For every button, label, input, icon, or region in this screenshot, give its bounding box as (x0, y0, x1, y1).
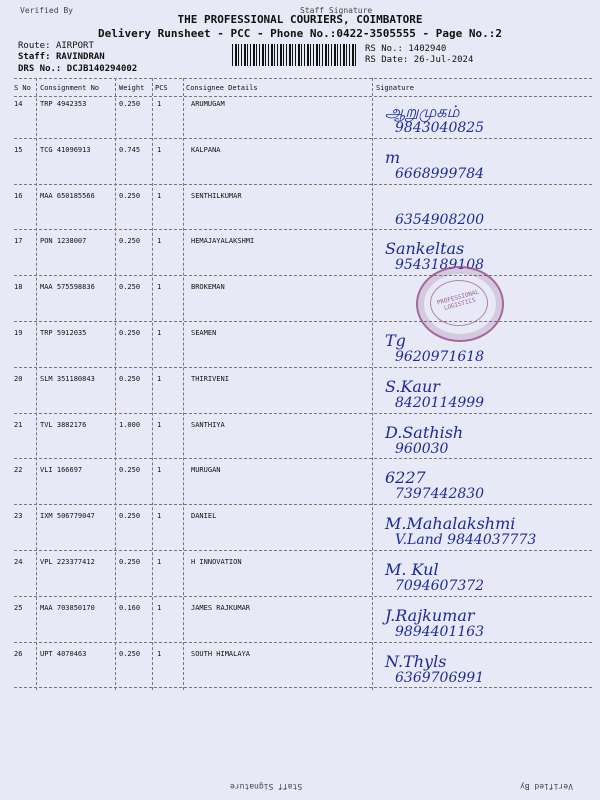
row-consignment-no: TRP 4942353 (40, 100, 87, 108)
table-top-rule (14, 78, 592, 79)
row-signature: D.Sathish (385, 422, 464, 442)
row-weight: 0.160 (119, 603, 141, 612)
row-divider (14, 687, 592, 688)
row-consignment-no: SLM 351180843 (40, 374, 95, 383)
col-header-consignee: Consignee Details (186, 84, 258, 92)
row-divider (14, 275, 592, 276)
row-sno: 17 (14, 237, 23, 246)
row-divider (14, 550, 592, 551)
row-sno: 14 (14, 100, 23, 108)
row-consignment-no: VPL 223377412 (40, 558, 95, 566)
row-weight: 0.250 (119, 283, 141, 292)
row-sno: 21 (14, 420, 23, 429)
barcode (232, 44, 357, 66)
row-signature: m (385, 147, 401, 167)
row-phone: 9620971618 (395, 349, 485, 365)
row-signature: Sankeltas (385, 239, 465, 259)
row-signature: Tg (385, 331, 406, 350)
row-divider (14, 458, 592, 459)
row-phone: 7094607372 (395, 578, 485, 594)
row-weight: 0.250 (119, 649, 141, 658)
row-consignee: H INNOVATION (191, 558, 242, 566)
row-sno: 19 (14, 329, 23, 337)
row-consignment-no: IXM 506779047 (40, 512, 95, 521)
row-consignment-no: MAA 575598836 (40, 283, 95, 292)
row-phone: 9843040825 (395, 120, 485, 136)
row-consignment-no: TCG 41096913 (40, 145, 91, 154)
row-consignee: HEMAJAYALAKSHMI (191, 237, 255, 246)
row-pcs: 1 (157, 237, 162, 246)
row-sno: 25 (14, 603, 23, 612)
row-consignee: SOUTH HIMALAYA (191, 649, 251, 658)
route-line: Route: AIRPORT (18, 41, 94, 51)
row-consignee: MURUGAN (191, 466, 221, 475)
row-consignee: ARUMUGAM (191, 100, 225, 108)
row-weight: 0.250 (119, 237, 141, 246)
row-pcs: 1 (157, 329, 162, 337)
row-pcs: 1 (157, 100, 162, 108)
row-sno: 26 (14, 649, 23, 658)
row-divider (14, 229, 592, 230)
row-sno: 16 (14, 191, 23, 200)
row-consignee: BROKEMAN (191, 283, 225, 292)
row-signature: M.Mahalakshmi (385, 514, 516, 534)
col-header-consignment: Consignment No (40, 84, 100, 92)
row-weight: 1.000 (119, 420, 141, 429)
row-divider (14, 321, 592, 322)
staff-signature-label: Staff Signature (300, 6, 373, 15)
row-signature: N.Thyls (385, 651, 447, 671)
row-divider (14, 138, 592, 139)
row-divider (14, 184, 592, 185)
row-consignee: KALPANA (191, 145, 221, 154)
row-weight: 0.250 (119, 512, 141, 521)
row-consignment-no: TVL 3882176 (40, 420, 87, 429)
row-pcs: 1 (157, 191, 162, 200)
row-sno: 24 (14, 558, 23, 566)
row-divider (14, 367, 592, 368)
row-phone: V.Land 9844037773 (395, 532, 537, 549)
rs-date-line: RS Date: 26-Jul-2024 (365, 55, 474, 65)
row-consignee: DANIEL (191, 512, 217, 521)
row-phone: 6668999784 (395, 165, 485, 182)
row-signature: S.Kaur (385, 376, 440, 396)
stamp-text: PROFESSIONAL LOGISTICS (436, 288, 480, 312)
row-pcs: 1 (157, 558, 162, 566)
drs-line: DRS No.: DCJB140294002 (18, 64, 138, 74)
row-consignee: THIRIVENI (191, 374, 229, 383)
row-weight: 0.250 (119, 100, 141, 108)
row-signature: 6227 (385, 468, 426, 488)
row-weight: 0.250 (119, 558, 141, 566)
row-consignee: SEAMEN (191, 329, 217, 337)
row-consignment-no: MAA 650185566 (40, 191, 95, 200)
row-signature: ஆறுமுகம் (385, 102, 460, 121)
col-header-sno: S No (14, 84, 31, 92)
rs-no-line: RS No.: 1402940 (365, 44, 447, 54)
row-phone: 9543189108 (395, 257, 485, 274)
drs-value: DCJB140294002 (66, 64, 138, 74)
row-phone: 8420114999 (395, 394, 485, 411)
company-title: THE PROFESSIONAL COURIERS, COIMBATORE (177, 13, 423, 26)
col-header-weight: Weight (119, 84, 145, 92)
rs-no-value: 1402940 (408, 44, 447, 54)
row-consignee: JAMES RAJKUMAR (191, 603, 251, 612)
row-phone: 9894401163 (395, 623, 485, 640)
row-consignee: SANTHIYA (191, 420, 225, 429)
row-consignment-no: PON 1238007 (40, 237, 87, 246)
row-weight: 0.250 (119, 374, 141, 383)
row-signature: J.Rajkumar (385, 605, 475, 625)
row-sno: 15 (14, 145, 23, 154)
row-consignee: SENTHILKUMAR (191, 191, 242, 200)
row-consignment-no: MAA 703850170 (40, 603, 95, 612)
row-consignment-no: TRP 5912035 (40, 329, 87, 337)
row-pcs: 1 (157, 512, 162, 521)
col-divider (36, 78, 37, 690)
row-weight: 0.745 (119, 145, 141, 154)
col-header-pcs: PCS (155, 84, 168, 92)
row-consignment-no: UPT 4070463 (40, 649, 87, 658)
row-pcs: 1 (157, 603, 162, 612)
col-divider (372, 78, 373, 690)
row-sno: 20 (14, 374, 23, 383)
row-sno: 22 (14, 466, 23, 475)
bottom-verified-by: Verified By (520, 782, 573, 791)
col-header-signature: Signature (376, 84, 414, 92)
row-divider (14, 413, 592, 414)
col-divider (183, 78, 184, 690)
row-divider (14, 596, 592, 597)
row-phone: 6369706991 (395, 669, 485, 686)
row-consignment-no: VLI 166697 (40, 466, 83, 475)
bottom-staff-signature: Staff Signature (230, 782, 303, 791)
row-pcs: 1 (157, 145, 162, 154)
route-value: AIRPORT (55, 41, 94, 51)
col-divider (115, 78, 116, 690)
row-divider (14, 504, 592, 505)
row-phone: 7397442830 (395, 486, 485, 503)
row-pcs: 1 (157, 466, 162, 475)
table-header-rule (14, 96, 592, 97)
rs-date-value: 26-Jul-2024 (413, 55, 474, 65)
runsheet-subtitle: Delivery Runsheet - PCC - Phone No.:0422-3505555 - Page No.:2 (98, 27, 502, 40)
row-pcs: 1 (157, 283, 162, 292)
row-pcs: 1 (157, 649, 162, 658)
row-pcs: 1 (157, 420, 162, 429)
row-phone: 6354908200 (395, 211, 485, 228)
staff-value: RAVINDRAN (55, 52, 105, 62)
row-signature: M. Kul (385, 560, 439, 579)
row-weight: 0.250 (119, 329, 141, 337)
staff-line: Staff: RAVINDRAN (18, 52, 105, 62)
row-pcs: 1 (157, 374, 162, 383)
row-sno: 23 (14, 512, 23, 521)
row-divider (14, 642, 592, 643)
row-weight: 0.250 (119, 191, 141, 200)
verified-by-label: Verified By (20, 6, 73, 15)
row-phone: 960030 (395, 440, 449, 457)
col-divider (152, 78, 153, 690)
row-sno: 18 (14, 283, 23, 292)
row-weight: 0.250 (119, 466, 141, 475)
